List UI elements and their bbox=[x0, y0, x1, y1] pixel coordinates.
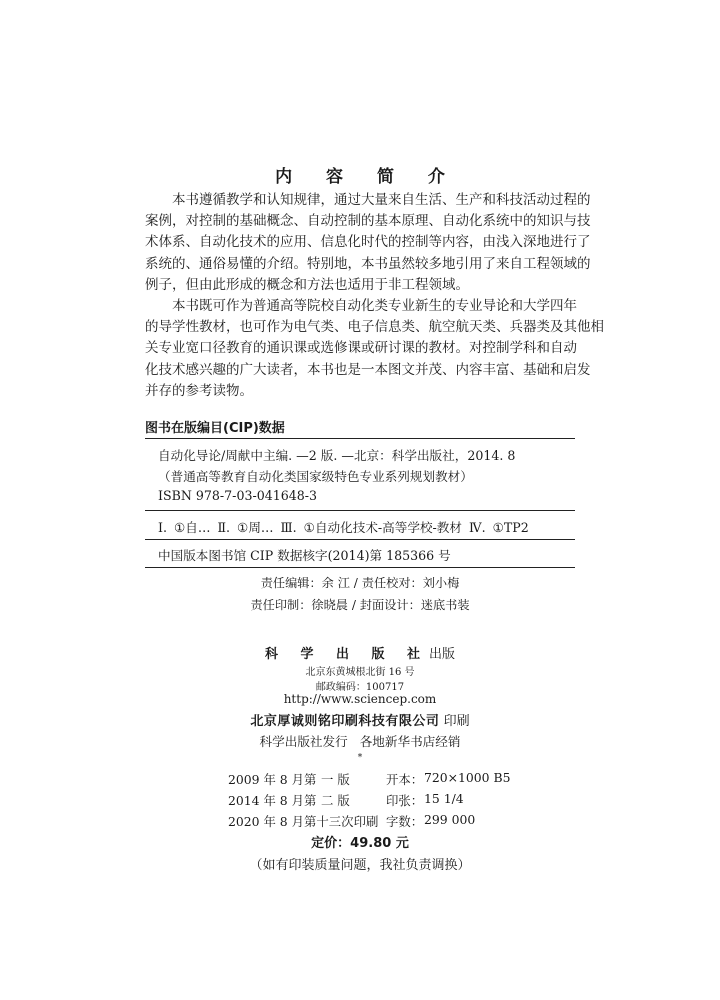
publisher-suffix: 出版 bbox=[429, 647, 456, 662]
credits-production: 责任印制：徐晓晨 / 封面设计：迷底书装 bbox=[250, 598, 470, 612]
quality-notice: （如有印装质量问题，我社负责调换） bbox=[249, 858, 471, 873]
spec-label: 印张： bbox=[386, 793, 424, 808]
spec-value: 299 000 bbox=[424, 812, 476, 827]
intro-line: 系统的、通俗易懂的介绍。特别地，本书虽然较多地引用了来自工程领域的 bbox=[145, 255, 591, 272]
cip-record-number: 中国版本图书馆 CIP 数据核字(2014)第 185366 号 bbox=[158, 548, 451, 563]
intro-line: 并存的参考读物。 bbox=[145, 382, 253, 399]
publisher-address: 北京东黄城根北街 16 号 bbox=[305, 667, 415, 678]
price: 定价：49.80 元 bbox=[311, 836, 409, 851]
publisher-postcode: 邮政编码：100717 bbox=[315, 682, 405, 693]
cip-series-line: （普通高等教育自动化类国家级特色专业系列规划教材） bbox=[158, 469, 473, 484]
printer-suffix: 印刷 bbox=[443, 714, 470, 729]
intro-line: 例子，但由此形成的概念和方法也适用于非工程领域。 bbox=[145, 276, 469, 293]
credits-editors: 责任编辑：余 江 / 责任校对：刘小梅 bbox=[260, 576, 460, 590]
edition-date: 2009 年 8 月第 bbox=[228, 772, 317, 787]
intro-paragraph-2 bbox=[145, 296, 604, 402]
page-title: 内 容 简 介 bbox=[275, 167, 459, 187]
distribution-line: 科学出版社发行 各地新华书店经销 bbox=[259, 734, 461, 749]
cip-classification: Ⅰ. ①自… Ⅱ. ①周… Ⅲ. ①自动化技术-高等学校-教材 Ⅳ. ①TP2 bbox=[158, 520, 529, 535]
cip-bottom-rule bbox=[145, 567, 575, 568]
intro-line: 化技术感兴趣的广大读者，本书也是一本图文并茂、内容丰富、基础和启发 bbox=[145, 361, 591, 378]
separator-mark: * bbox=[357, 753, 363, 763]
intro-line: 本书既可作为普通高等院校自动化类专业新生的专业导论和大学四年 bbox=[172, 298, 577, 314]
spec-value: 15 1/4 bbox=[424, 791, 464, 806]
edition-date: 2014 年 8 月第 bbox=[228, 793, 317, 808]
cip-middle-rule bbox=[145, 510, 575, 511]
publisher-line bbox=[0, 643, 720, 662]
intro-line: 关专业宽口径教育的通识课或选修课或研讨课的教材。对控制学科和自动 bbox=[145, 340, 577, 357]
edition-date: 2020 年 8 月第十三次印刷 bbox=[228, 814, 379, 829]
spec-value: 720×1000 B5 bbox=[424, 770, 511, 785]
cip-lower-rule bbox=[145, 539, 575, 540]
publisher-url: http://www.sciencep.com bbox=[283, 692, 437, 706]
cip-heading: 图书在版编目(CIP)数据 bbox=[145, 421, 285, 436]
cip-bibliographic-line: 自动化导论/周献中主编. —2 版. —北京：科学出版社，2014. 8 bbox=[158, 448, 516, 463]
spec-label: 字数： bbox=[386, 814, 424, 829]
intro-line: 术体系、自动化技术的应用、信息化时代的控制等内容，由浅入深地进行了 bbox=[145, 234, 591, 251]
intro-paragraph-1 bbox=[145, 190, 591, 296]
intro-line: 案例，对控制的基础概念、自动控制的基本原理、自动化系统中的知识与技 bbox=[145, 213, 591, 230]
spec-label: 开本： bbox=[386, 772, 424, 787]
intro-line: 的导学性教材，也可作为电气类、电子信息类、航空航天类、兵器类及其他相 bbox=[145, 319, 604, 336]
printer-name: 北京厚诚则铭印刷科技有限公司 bbox=[250, 714, 440, 729]
cip-isbn: ISBN 978-7-03-041648-3 bbox=[158, 488, 318, 503]
intro-line: 本书遵循教学和认知规律，通过大量来自生活、生产和科技活动过程的 bbox=[172, 192, 591, 208]
edition-kind: 一 版 bbox=[321, 772, 350, 787]
printer-line bbox=[0, 710, 720, 729]
publisher-name: 科 学 出 版 社 bbox=[264, 647, 430, 662]
cip-top-rule bbox=[145, 438, 575, 439]
edition-kind: 二 版 bbox=[321, 793, 350, 808]
